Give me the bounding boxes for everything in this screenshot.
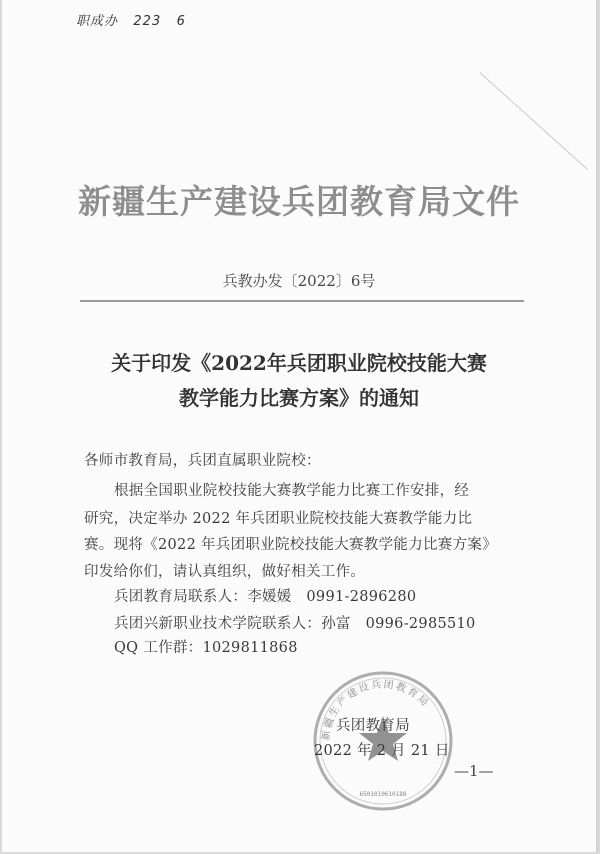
page-number: —1—	[454, 762, 494, 780]
body-paragraph-line: 研究，决定举办 2022 年兵团职业院校技能大赛教学能力比	[84, 511, 473, 527]
qq-group-line: QQ 工作群：1029811868	[114, 640, 298, 656]
body-paragraph-line: 印发给你们，请认真组织，做好相关工作。	[84, 564, 366, 580]
document-number: 兵教办发〔2022〕6号	[222, 272, 376, 290]
svg-text:6501010610188: 6501010610188	[359, 791, 407, 798]
contact-line: 兵团教育局联系人：李媛媛 0991-2896280	[114, 589, 417, 605]
body-paragraph-line: 赛。现将《2022 年兵团职业院校技能大赛教学能力比赛方案》	[84, 537, 498, 553]
issuer-signature: 兵团教育局	[336, 718, 410, 734]
document-page	[2, 0, 597, 852]
header-separator	[80, 300, 524, 302]
svg-text:新疆生产建设兵团教育局: 新疆生产建设兵团教育局	[320, 679, 432, 742]
subject-line-1: 关于印发《2022年兵团职业院校技能大赛	[111, 351, 487, 375]
subject-line-2: 教学能力比赛方案》的通知	[179, 386, 419, 410]
contact-line: 兵团兴新职业技术学院联系人：孙富 0996-2985510	[114, 616, 476, 632]
fold-line	[479, 72, 587, 170]
issue-date: 2022 年 2 月 21 日	[314, 743, 450, 759]
handwritten-note: 职成办 223 6	[76, 14, 186, 29]
document-header-title: 新疆生产建设兵团教育局文件	[78, 182, 520, 221]
body-paragraph-line: 根据全国职业院校技能大赛教学能力比赛工作安排，经	[114, 483, 470, 499]
salutation: 各师市教育局，兵团直属职业院校：	[84, 453, 321, 469]
notice-subject	[62, 346, 536, 416]
